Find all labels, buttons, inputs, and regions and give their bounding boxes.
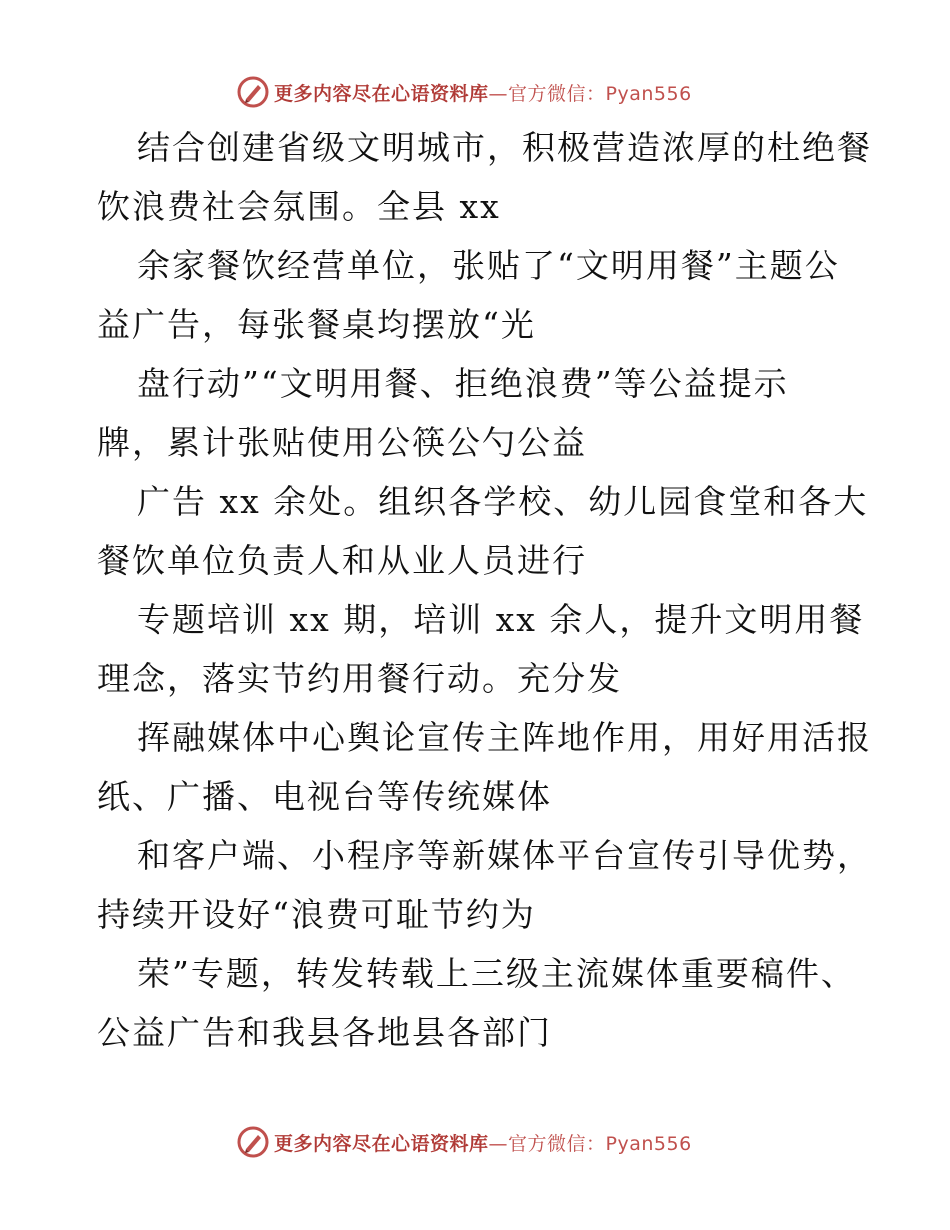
banner-title: 更多内容尽在心语资料库 <box>274 1132 489 1155</box>
banner-wechat: —官方微信：Pyan556 <box>488 1132 692 1155</box>
paragraph-line: 挥融媒体中心舆论宣传主阵地作用，用好用活报 <box>137 718 872 757</box>
header-banner <box>0 72 950 112</box>
banner-text <box>274 1129 692 1156</box>
banner-wechat: —官方微信：Pyan556 <box>488 82 692 105</box>
paragraph-line: 饮浪费社会氛围。全县 xx <box>97 187 501 226</box>
paragraph-line: 广告 xx 余处。组织各学校、幼儿园食堂和各大 <box>137 482 869 521</box>
banner-title: 更多内容尽在心语资料库 <box>274 82 489 105</box>
paragraph-line: 公益广告和我县各地县各部门 <box>97 1013 552 1052</box>
paragraph-line: 持续开设好“浪费可耻节约为 <box>97 895 536 934</box>
paragraph-line: 纸、广播、电视台等传统媒体 <box>97 777 552 816</box>
pen-circle-logo-icon <box>236 75 270 109</box>
paragraph-line: 益广告，每张餐桌均摆放“光 <box>97 305 536 344</box>
footer-banner <box>0 1122 950 1162</box>
paragraph-line: 余家餐饮经营单位，张贴了“文明用餐”主题公 <box>137 246 840 285</box>
paragraph-line: 盘行动”“文明用餐、拒绝浪费”等公益提示 <box>137 364 789 403</box>
pen-circle-logo-icon <box>236 1125 270 1159</box>
paragraph-line: 荣”专题，转发转载上三级主流媒体重要稿件、 <box>137 954 856 993</box>
paragraph-line: 和客户端、小程序等新媒体平台宣传引导优势， <box>137 836 872 875</box>
paragraph-line: 牌，累计张贴使用公筷公勺公益 <box>97 423 587 462</box>
paragraph-line: 结合创建省级文明城市，积极营造浓厚的杜绝餐 <box>137 128 872 167</box>
paragraph-line: 理念，落实节约用餐行动。充分发 <box>97 659 622 698</box>
banner-text <box>274 79 692 106</box>
paragraph-line: 专题培训 xx 期，培训 xx 余人，提升文明用餐 <box>137 600 865 639</box>
paragraph-line: 餐饮单位负责人和从业人员进行 <box>97 541 587 580</box>
